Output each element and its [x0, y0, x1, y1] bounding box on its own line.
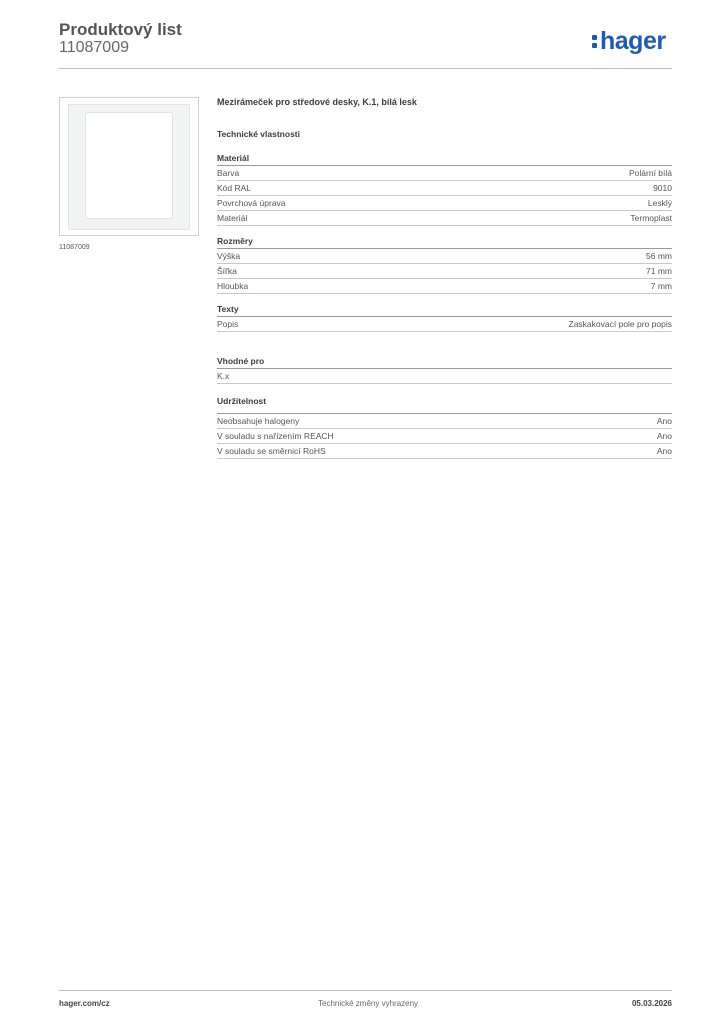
spec-value: Ano: [656, 446, 672, 456]
group-title: Vhodné pro: [217, 355, 672, 369]
spec-label: Popis: [217, 319, 239, 329]
spec-row: [217, 317, 672, 332]
spec-label: Výška: [217, 251, 241, 261]
spec-row: [217, 181, 672, 196]
spec-value: 9010: [653, 183, 672, 193]
spec-value: Polární bílá: [629, 168, 672, 178]
footer-rule: [59, 990, 672, 991]
spec-label: V souladu s nařízením REACH: [217, 431, 334, 441]
intermediate-frame-picture: [68, 104, 190, 230]
spec-label: Povrchová úprava: [217, 198, 286, 208]
footer-website-link[interactable]: hager.com/cz: [59, 999, 110, 1008]
hager-logo: [592, 27, 666, 56]
spec-label: Materiál: [217, 213, 248, 223]
group-dimensions: [217, 235, 672, 294]
logo-dots-icon: [592, 32, 598, 50]
spec-value: Lesklý: [647, 198, 672, 208]
spec-row: [217, 279, 672, 294]
spec-value: 71 mm: [646, 266, 672, 276]
tech-heading: Technické vlastnosti: [217, 129, 300, 139]
spec-row: [217, 249, 672, 264]
header-product-id: 11087009: [59, 39, 129, 56]
image-caption: 11087009: [59, 244, 90, 251]
spec-row: [217, 429, 672, 444]
group-material: [217, 152, 672, 226]
footer-note: Technické změny vyhrazeny: [318, 999, 419, 1008]
footer-date: 05.03.2026: [631, 999, 672, 1008]
logo-text: hager: [600, 27, 666, 55]
spec-value: Zaskakovací pole pro popis: [568, 319, 672, 329]
spec-row: [217, 166, 672, 181]
group-title: Materiál: [217, 152, 672, 166]
spec-row: [217, 369, 672, 384]
spec-label: K.x: [217, 371, 230, 381]
spec-value: 7 mm: [650, 281, 672, 291]
header-title: Produktový list: [59, 20, 182, 39]
header-rule: [59, 68, 672, 69]
spec-label: Hloubka: [217, 281, 249, 291]
spec-value: Ano: [656, 416, 672, 426]
spec-label: Neobsahuje halogeny: [217, 416, 300, 426]
spec-label: V souladu se směrnicí RoHS: [217, 446, 326, 456]
spec-label: Barva: [217, 168, 240, 178]
group-title: Udržitelnost: [217, 396, 267, 406]
product-title: Mezirámeček pro středové desky, K.1, bílá lesk: [217, 97, 417, 107]
group-title: Texty: [217, 303, 672, 317]
group-suitable: [217, 355, 672, 384]
group-texts: [217, 303, 672, 332]
spec-row: [217, 196, 672, 211]
group-title: Rozměry: [217, 235, 672, 249]
spec-label: Kód RAL: [217, 183, 252, 193]
spec-value: Termoplast: [630, 213, 672, 223]
spec-value: 56 mm: [646, 251, 672, 261]
frame-opening: [85, 112, 173, 219]
product-image: [59, 97, 199, 236]
spec-row: [217, 444, 672, 459]
spec-value: Ano: [656, 431, 672, 441]
spec-row: [217, 211, 672, 226]
spec-label: Šířka: [217, 266, 237, 276]
group-sustainability: [217, 395, 672, 459]
spec-content: [217, 95, 672, 459]
spec-row: [217, 264, 672, 279]
spec-row: [217, 413, 672, 429]
